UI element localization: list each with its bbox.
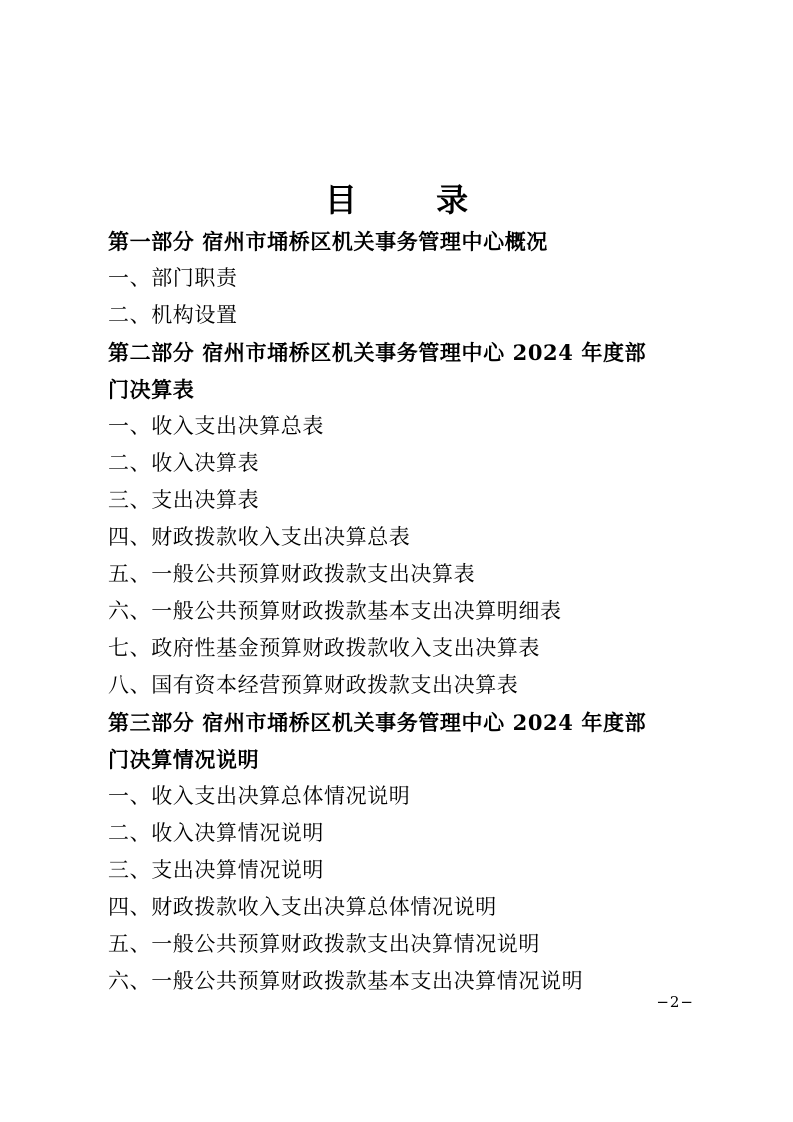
- toc-line: 七、政府性基金预算财政拨款收入支出决算表: [108, 636, 540, 660]
- toc-line: 三、支出决算情况说明: [108, 858, 324, 882]
- toc-line: 一、部门职责: [108, 266, 238, 290]
- toc-line: 一、收入支出决算总体情况说明: [108, 784, 411, 808]
- toc-line: 二、收入决算表: [108, 451, 260, 475]
- toc-line: 第三部分 宿州市埇桥区机关事务管理中心 2024 年度部: [108, 710, 647, 735]
- toc-line: 三、支出决算表: [108, 488, 260, 512]
- toc-line: 第二部分 宿州市埇桥区机关事务管理中心 2024 年度部: [108, 340, 647, 365]
- toc-line: 二、收入决算情况说明: [108, 821, 324, 845]
- toc-list: [108, 223, 698, 1000]
- toc-line: 二、机构设置: [108, 303, 238, 327]
- toc-line: 五、一般公共预算财政拨款支出决算情况说明: [108, 932, 540, 956]
- toc-line: 六、一般公共预算财政拨款基本支出决算明细表: [108, 599, 562, 623]
- toc-line: 一、收入支出决算总表: [108, 414, 324, 438]
- page-number: −2−: [656, 993, 694, 1011]
- toc-line: 门决算表: [108, 377, 195, 402]
- toc-title: 目 录: [324, 181, 503, 219]
- toc-line: 五、一般公共预算财政拨款支出决算表: [108, 562, 476, 586]
- toc-line: 四、财政拨款收入支出决算总体情况说明: [108, 895, 497, 919]
- toc-line: 四、财政拨款收入支出决算总表: [108, 525, 411, 549]
- toc-line: 六、一般公共预算财政拨款基本支出决算情况说明: [108, 969, 584, 993]
- toc-line: 门决算情况说明: [108, 747, 260, 772]
- toc-line: 第一部分 宿州市埇桥区机关事务管理中心概况: [108, 229, 548, 254]
- toc-line: 八、国有资本经营预算财政拨款支出决算表: [108, 673, 519, 697]
